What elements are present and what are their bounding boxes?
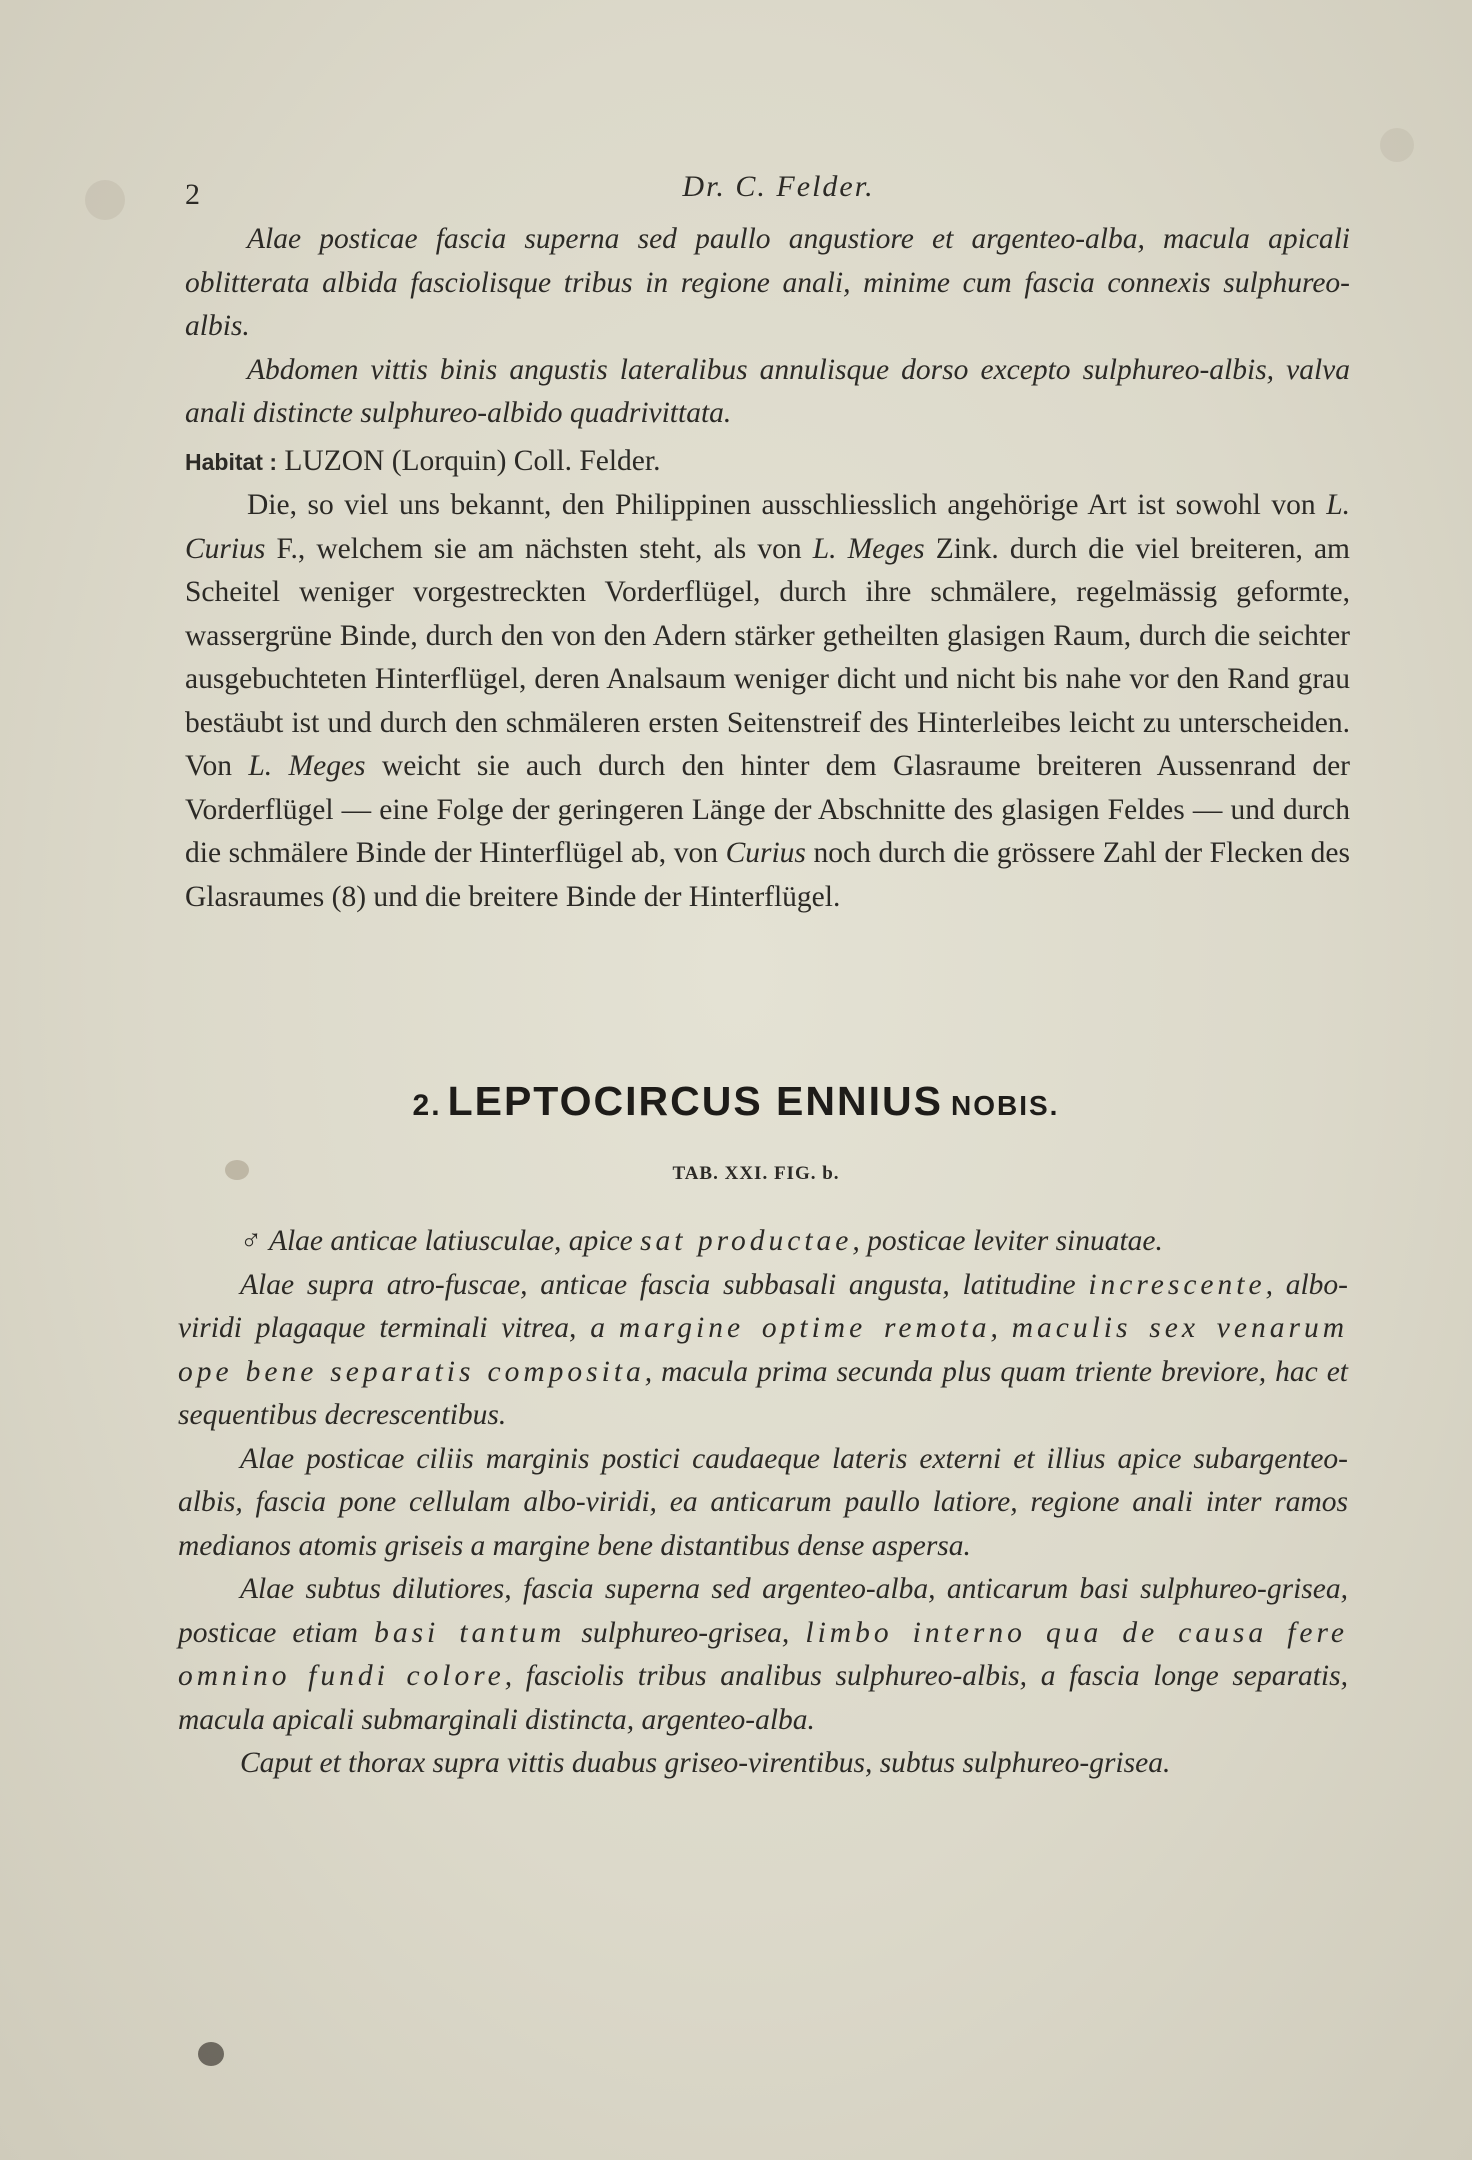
text-run: Zink. durch die viel breiteren, am Scheitel weniger vorgestreckten Vorderflügel, durch ihre schmälere, regelmässig geformte, wassergrüne Binde, durch den von den Adern stärker getheilten glasigen Raum, durch die seichter ausgebuchteten Hinterflügel, deren Analsaum weniger dicht und nicht bis nahe vor den Rand grau bestäubt ist und durch den schmäleren ersten Seitenstreif des Hinterleibes leicht zu unterscheiden. Von bbox=[185, 532, 1350, 782]
latin-paragraph bbox=[178, 1220, 1348, 1264]
species-name: L. Meges bbox=[812, 532, 925, 565]
species-name: Curius bbox=[725, 837, 806, 869]
continued-description bbox=[185, 218, 1350, 919]
species-author: NOBIS. bbox=[950, 1090, 1060, 1121]
text-run: Alae supra atro-fuscae, anticae fascia subbasali angusta, latitudine bbox=[240, 1268, 1089, 1301]
paper-stain bbox=[198, 2042, 224, 2066]
text-run: Alae subtus dilutiores, fascia superna sed argenteo-alba, anticarum basi sulphureo-grisea, posticae etiam bbox=[178, 1573, 1348, 1649]
page-number: 2 bbox=[185, 178, 200, 211]
spaced-text: increscente bbox=[1088, 1268, 1266, 1301]
habitat-label: Habitat : bbox=[185, 448, 277, 475]
habitat-line bbox=[185, 440, 1350, 485]
text-run: Die, so viel uns bekannt, den Philippinen ausschliesslich angehörige Art ist sowohl von bbox=[247, 489, 1327, 521]
spaced-text: basi tantum bbox=[374, 1616, 566, 1649]
text-run: noch durch die grössere Zahl der Flecken des Glasraumes (8) und die breitere Binde der Hinterflügel. bbox=[185, 837, 1350, 913]
latin-paragraph: Alae posticae fascia superna sed paullo angustiore et argenteo-alba, macula apicali oblitterata albida fasciolisque tribus in regione anali, minime cum fascia connexis sulphureo-albis. bbox=[185, 223, 1350, 342]
latin-paragraph: Abdomen vittis binis angustis lateralibus annulisque dorso excepto sulphureo-albis, valva anali distincte sulphureo-albido quadrivittata. bbox=[185, 353, 1350, 429]
paper-stain bbox=[1380, 128, 1414, 162]
male-symbol: ♂ bbox=[240, 1225, 263, 1257]
species-description bbox=[178, 1220, 1348, 1786]
species-heading bbox=[0, 1078, 1472, 1125]
species-name: L. Curius bbox=[185, 489, 1350, 565]
species-name: L. Meges bbox=[248, 750, 366, 782]
text-run: , fasciolis tribus analibus sulphureo-albis, a fascia longe separatis, macula apicali submarginali distincta, argenteo-alba. bbox=[178, 1660, 1348, 1736]
text-run: , bbox=[990, 1312, 1012, 1344]
text-run: F., welchem sie am nächsten steht, als von bbox=[265, 532, 813, 565]
spaced-text: maculis sex venarum ope bene separatis composita bbox=[178, 1312, 1348, 1388]
spaced-text: sat productae bbox=[640, 1225, 853, 1257]
latin-paragraph bbox=[178, 1264, 1348, 1438]
paper-stain bbox=[85, 180, 125, 220]
habitat-text: LUZON (Lorquin) Coll. Felder. bbox=[284, 444, 661, 477]
species-title: LEPTOCIRCUS ENNIUS bbox=[447, 1078, 943, 1124]
text-run: Alae anticae latiusculae, apice bbox=[262, 1225, 641, 1257]
latin-paragraph: Caput et thorax supra vittis duabus griseo-virentibus, subtus sulphureo-grisea. bbox=[240, 1747, 1171, 1779]
latin-paragraph: Alae posticae ciliis marginis postici caudaeque lateris externi et illius apice subargenteo-albis, fascia pone cellulam albo-viridi, ea anticarum paullo latiore, regione anali inter ramos medianos atomis griseis a margine bene distantibus dense aspersa. bbox=[178, 1442, 1348, 1562]
text-run: , macula prima secunda plus quam triente breviore, hac et sequentibus decrescentibus. bbox=[178, 1355, 1348, 1431]
spaced-text: margine optime remota bbox=[618, 1312, 991, 1344]
latin-paragraph bbox=[178, 1568, 1348, 1742]
spaced-text: limbo interno qua de causa fere omnino fundi colore bbox=[178, 1616, 1348, 1692]
text-run: , posticae leviter sinuatae. bbox=[852, 1225, 1163, 1257]
text-run: weicht sie auch durch den hinter dem Glasraume breiteren Aussenrand der Vorderflügel — eine Folge der geringeren Länge der Abschnitte des glasigen Feldes — und durch die schmälere Binde der Hinterflügel ab, von bbox=[185, 750, 1350, 869]
running-title: Dr. C. Felder. bbox=[682, 170, 875, 203]
plate-reference: TAB. XXI. FIG. b. bbox=[672, 1163, 840, 1184]
text-run: sulphureo-grisea, bbox=[565, 1616, 806, 1649]
page-header bbox=[185, 170, 1352, 210]
species-number: 2. bbox=[412, 1089, 442, 1122]
text-run: , albo-viridi plagaque terminali vitrea, a bbox=[178, 1268, 1348, 1344]
german-paragraph bbox=[185, 484, 1350, 919]
